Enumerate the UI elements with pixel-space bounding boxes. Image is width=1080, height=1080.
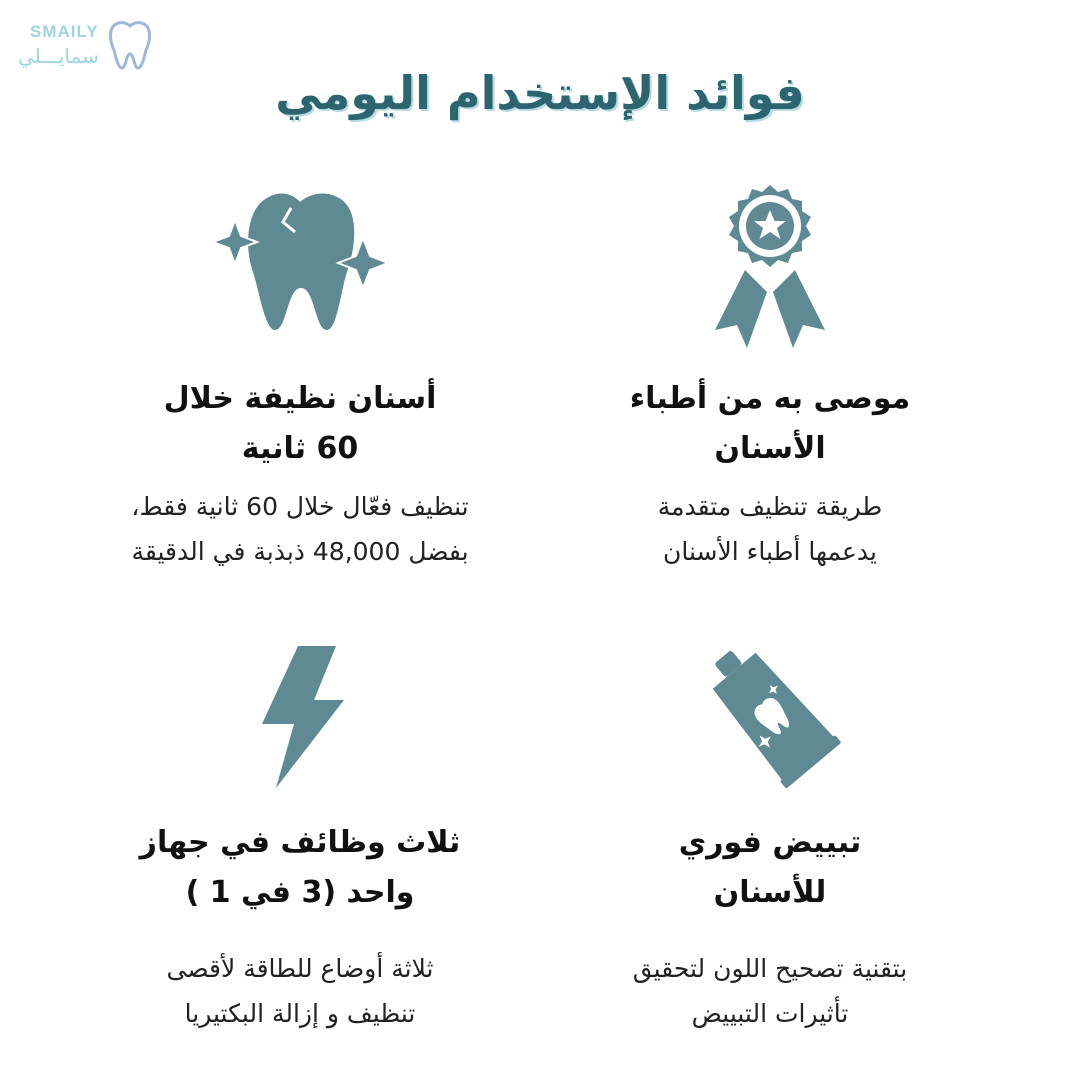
benefit-heading [80, 818, 520, 918]
benefit-heading [550, 818, 990, 918]
heading-line: أسنان نظيفة خلال [163, 381, 437, 416]
heading-line: موصى به من أطباء [629, 381, 911, 416]
lightning-bolt-icon [240, 640, 360, 790]
benefit-description [80, 946, 520, 1036]
logo-text-ar: سمايـــلي [18, 44, 99, 68]
description-line: تنظيف فعّال خلال 60 ثانية فقط، [131, 492, 469, 521]
description-line: بفضل 48,000 ذبذبة في الدقيقة [131, 537, 469, 566]
tooth-outline-icon [106, 18, 154, 72]
award-ribbon-icon [705, 180, 835, 350]
heading-line: للأسنان [713, 875, 827, 910]
benefit-card-three-in-one [80, 640, 520, 1036]
benefit-description [550, 484, 990, 574]
benefit-heading [550, 374, 990, 474]
heading-line: ثلاث وظائف في جهاز [139, 825, 461, 860]
description-line: بتقنية تصحيح اللون لتحقيق [632, 954, 908, 983]
description-line: تنظيف و إزالة البكتيريا [184, 999, 416, 1028]
benefit-description [80, 484, 520, 574]
benefit-heading [80, 374, 520, 474]
heading-line: الأسنان [714, 431, 826, 466]
description-line: طريقة تنظيف متقدمة [657, 492, 883, 521]
heading-line: 60 ثانية [241, 431, 359, 466]
logo-text-en: SMAILY [30, 22, 99, 41]
toothpaste-tube-icon [685, 640, 855, 790]
page-title: فوائد الإستخدام اليومي [275, 66, 805, 120]
description-line: ثلاثة أوضاع للطاقة لأقصى [166, 954, 434, 983]
benefit-description [550, 946, 990, 1036]
description-line: يدعمها أطباء الأسنان [663, 537, 877, 566]
heading-line: واحد (3 في 1 ) [185, 875, 415, 910]
description-line: تأثيرات التبييض [691, 999, 849, 1028]
benefit-card-instant-whitening [550, 640, 990, 1036]
heading-line: تبييض فوري [678, 825, 862, 860]
sparkling-tooth-icon [205, 180, 395, 350]
benefit-card-clean-60-seconds [80, 180, 520, 574]
benefit-card-dentist-recommended [550, 180, 990, 574]
